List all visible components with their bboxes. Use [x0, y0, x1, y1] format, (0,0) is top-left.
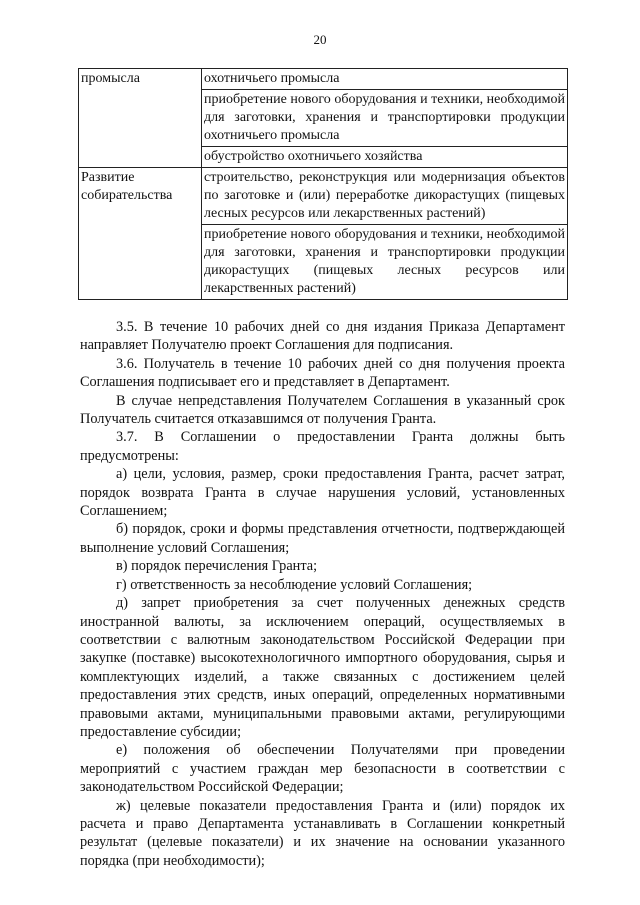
list-item-d: д) запрет приобретения за счет полученных денежных средств иностранной валюты, за исключением операций, осуществляемых в соответствии с валютным законодательством Российской Федерации при закупке (поставке) высокотехнологичного импортного оборудования, сырья и комплектующих изделий, а также связанных с достижением целей предоставления этих средств, иных операций, определенных нормативными правовыми актами, муниципальными правовыми актами, регулирующими предоставление субсидии; — [80, 595, 565, 740]
list-item-a: а) цели, условия, размер, сроки предоставления Гранта, расчет затрат, порядок возврата Гранта в случае нарушения условий, установленных Соглашением; — [80, 466, 565, 520]
page-number: 20 — [313, 32, 327, 47]
table-cell-description — [202, 90, 568, 147]
document-body — [80, 318, 565, 870]
cell-text: охотничьего промысла — [204, 71, 340, 86]
cell-text: приобретение нового оборудования и техники, необходимой для заготовки, хранения и транспортировки продукции охотничьего промысла — [204, 92, 565, 143]
paragraph-3-7: 3.7. В Соглашении о предоставлении Гранта должны быть предусмотрены: — [80, 429, 565, 464]
paragraph-refusal: В случае непредставления Получателем Соглашения в указанный срок Получатель считается отказавшимся от получения Гранта. — [80, 392, 565, 428]
cell-text: приобретение нового оборудования и техники, необходимой для заготовки, хранения и транспортировки продукции дикорастущих (пищевых лесных ресурсов или лекарственных растений) — [204, 227, 565, 296]
list-item-b: б) порядок, сроки и формы представления отчетности, подтверждающей выполнение условий Соглашения; — [80, 521, 565, 556]
table-cell-description — [202, 225, 568, 300]
table-row — [79, 69, 568, 90]
table-cell-category: промысла — [79, 69, 202, 168]
list-item-zh: ж) целевые показатели предоставления Гранта и (или) порядок их расчета и право Департамента устанавливать в Соглашении конкретный результат (целевые показатели) и их значение на основании указанного порядка (при необходимости); — [80, 797, 565, 869]
list-item-v: в) порядок перечисления Гранта; — [116, 558, 318, 575]
table-cell-category: Развитие собирательства — [79, 168, 202, 300]
list-item-e: е) положения об обеспечении Получателями при проведении мероприятий с участием граждан мер безопасности в соответствии с законодательством Российской Федерации; — [80, 742, 565, 796]
list-item-g: г) ответственность за несоблюдение условий Соглашения; — [116, 576, 473, 593]
table-cell-description — [202, 147, 568, 168]
cell-text: обустройство охотничьего хозяйства — [204, 149, 423, 164]
table-row — [79, 168, 568, 225]
activity-table — [78, 68, 568, 300]
paragraph-3-5: 3.5. В течение 10 рабочих дней со дня издания Приказа Департамент направляет Получателю проект Соглашения для подписания. — [80, 319, 565, 354]
cell-text: строительство, реконструкция или модернизация объектов по заготовке и (или) переработке дикорастущих (пищевых лесных ресурсов или лекарственных растений) — [204, 170, 565, 221]
paragraph-3-6: 3.6. Получатель в течение 10 рабочих дней со дня получения проекта Соглашения подписывает его и представляет в Департамент. — [80, 355, 565, 391]
table-cell-description — [202, 168, 568, 225]
table-cell-description — [202, 69, 568, 90]
